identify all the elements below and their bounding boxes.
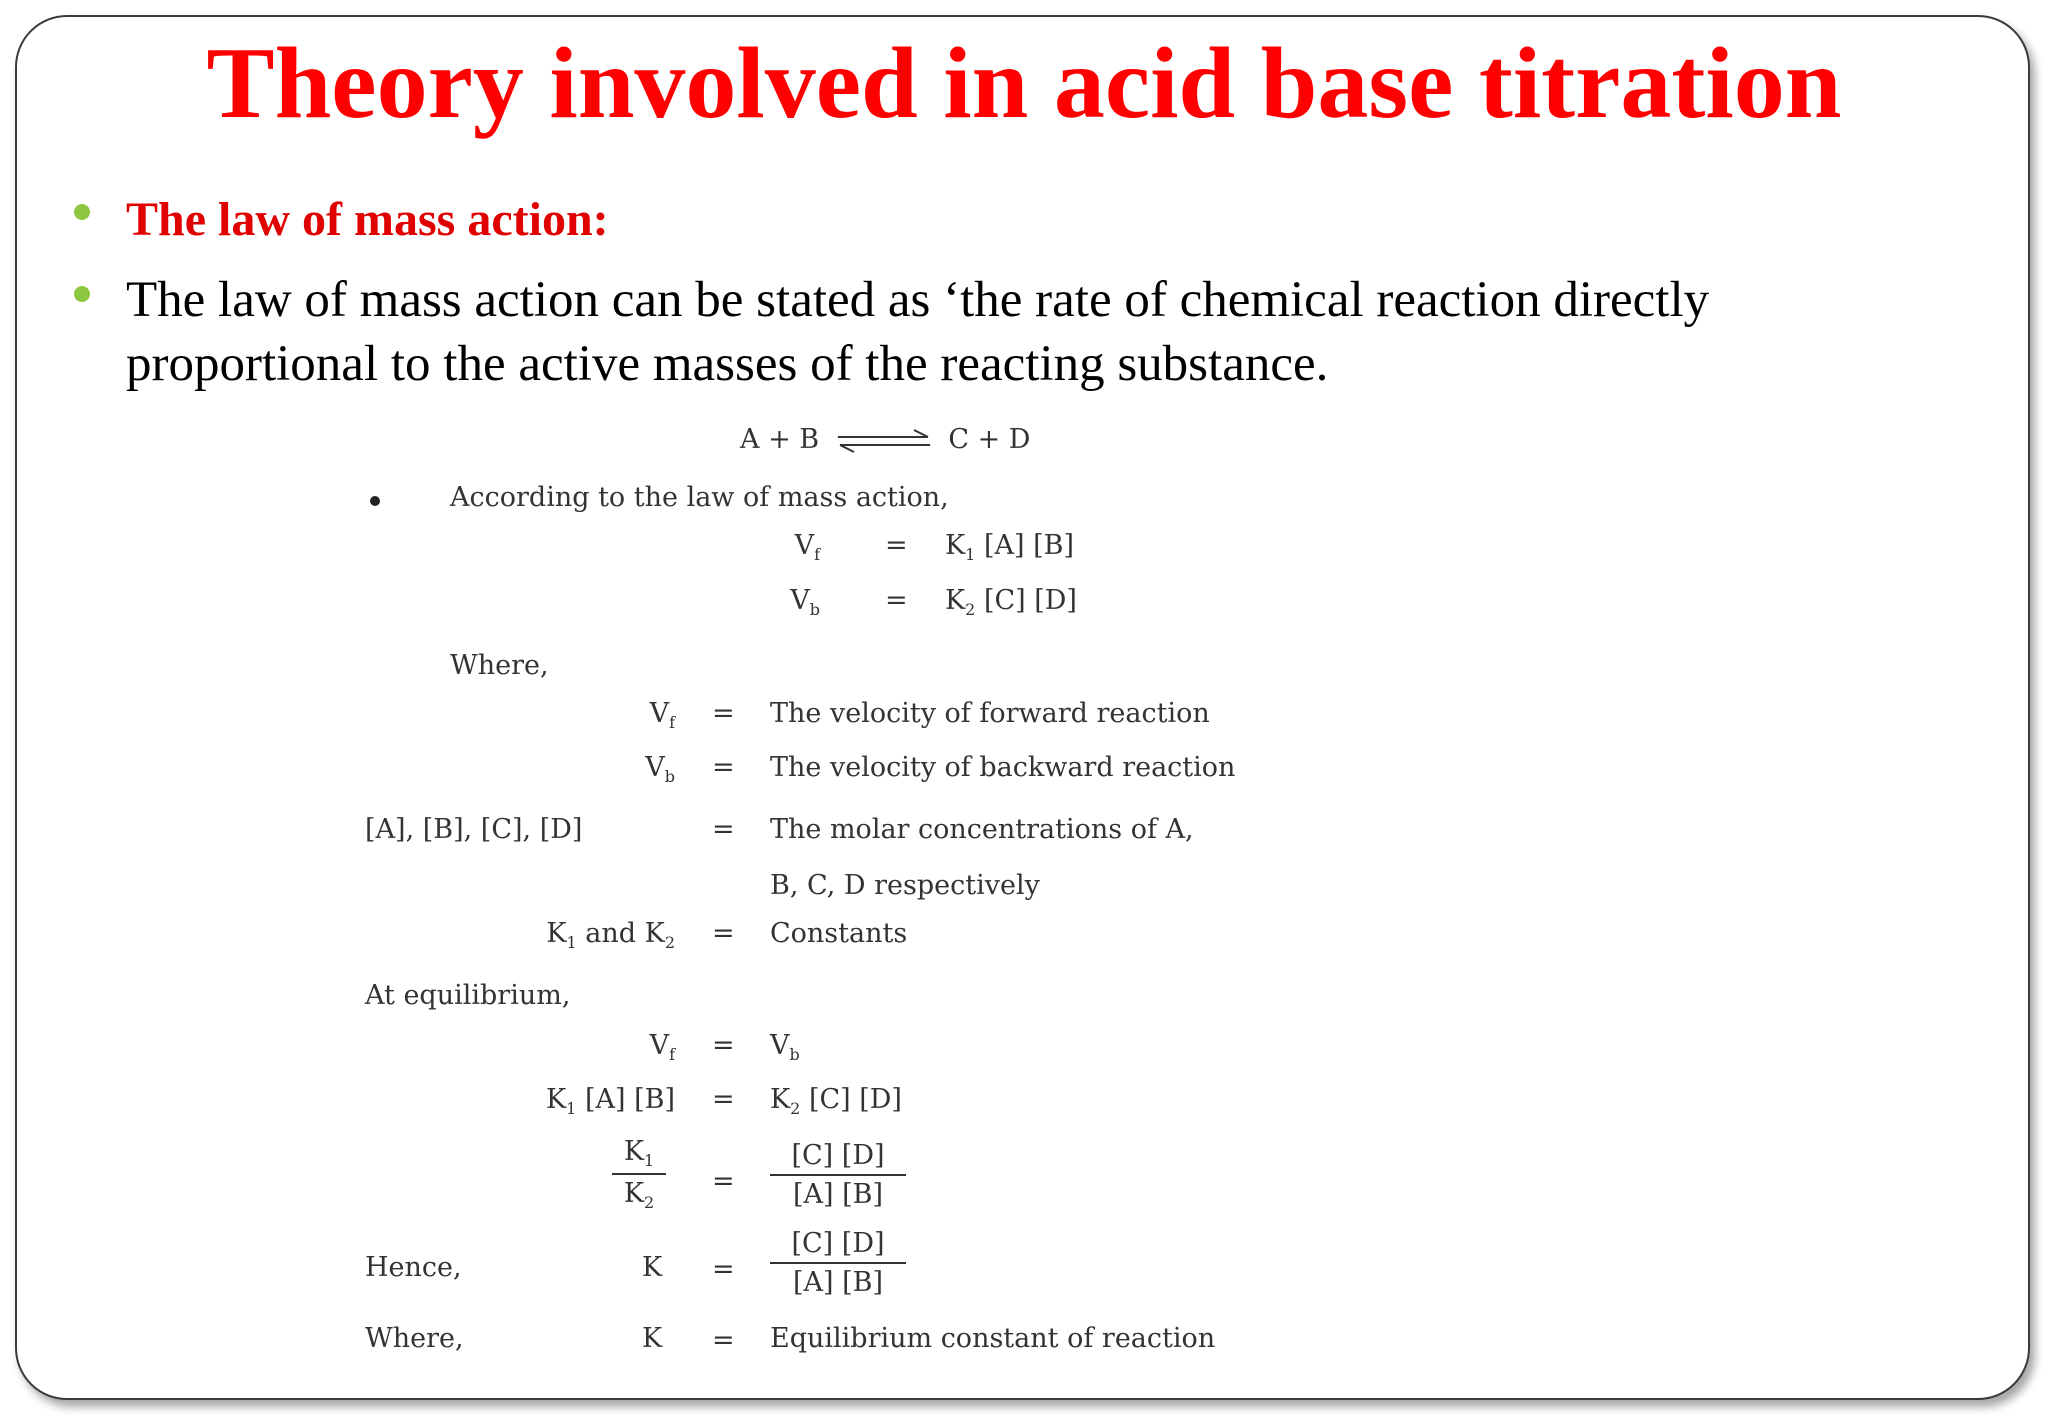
eq2-eq: = [712, 1084, 735, 1115]
eq3-lhs-numerator: $K_1$ [623, 1136, 655, 1170]
rate-forward-eq: = [885, 530, 908, 561]
eq3-eq: = [712, 1166, 735, 1197]
eq1-eq: = [712, 1030, 735, 1061]
def-vf-eq: = [712, 698, 735, 729]
at-equilibrium-label: At equilibrium, [365, 980, 571, 1011]
def-conc-eq: = [712, 814, 735, 845]
rate-backward-eq: = [885, 585, 908, 616]
rate-forward-rhs: $K_1$ [A] [B] [945, 530, 1074, 564]
law-text-line1: The law of mass action can be stated as ‘the rate of chemical reaction directly [126, 272, 1710, 328]
def-constants-lhs: $K_1$ and $K_2$ [546, 918, 675, 952]
def-vf-rhs: The velocity of forward reaction [770, 698, 1210, 729]
where2-eq: = [712, 1325, 735, 1356]
eq3-rhs-denominator: [A] [B] [792, 1179, 884, 1210]
eq2-lhs: $K_1$ [A] [B] [546, 1084, 675, 1118]
def-conc-rhs-cont: B, C, D respectively [770, 870, 1040, 901]
eq2-rhs: $K_2$ [C] [D] [770, 1084, 902, 1118]
reaction-right: C + D [948, 424, 1031, 455]
def-conc-rhs: The molar concentrations of A, [770, 814, 1194, 845]
reaction-left: A + B [740, 424, 820, 455]
rate-backward-rhs: $K_2$ [C] [D] [945, 585, 1077, 619]
eq1-lhs: $V_f$ [649, 1030, 675, 1064]
reaction-equation [740, 424, 1030, 455]
equilibrium-arrow-icon [834, 427, 934, 455]
eq3-rhs-fraction [770, 1140, 906, 1210]
def-vb-lhs: $V_b$ [645, 752, 675, 786]
rate-forward-lhs: $V_f$ [794, 530, 820, 564]
eq1-rhs: $V_b$ [770, 1030, 800, 1064]
eq3-lhs-fraction [612, 1136, 666, 1212]
where-label-2: Where, [365, 1323, 464, 1354]
law-heading: The law of mass action: [126, 193, 609, 246]
def-vf-lhs: $V_f$ [649, 698, 675, 732]
rate-backward-lhs: $V_b$ [790, 585, 820, 619]
where2-rhs: Equilibrium constant of reaction [770, 1323, 1216, 1354]
hence-numerator: [C] [D] [791, 1228, 885, 1259]
bullet-dot-1 [74, 204, 90, 220]
hence-eq: = [712, 1254, 735, 1285]
eq3-lhs-denominator: $K_2$ [623, 1178, 655, 1212]
def-constants-eq: = [712, 918, 735, 949]
according-text: According to the law of mass action, [450, 482, 949, 513]
law-text-line2: proportional to the active masses of the reacting substance. [126, 336, 1329, 392]
hence-k: K [642, 1252, 663, 1283]
hence-fraction [770, 1228, 906, 1298]
where2-k: K [642, 1323, 663, 1354]
inner-bullet-icon [370, 496, 380, 506]
def-vb-eq: = [712, 752, 735, 783]
hence-label: Hence, [365, 1252, 462, 1283]
def-constants-rhs: Constants [770, 918, 908, 949]
where-label-1: Where, [450, 650, 549, 681]
def-conc-lhs: [A], [B], [C], [D] [365, 814, 583, 845]
def-vb-rhs: The velocity of backward reaction [770, 752, 1236, 783]
slide-title: Theory involved in acid base titration [206, 27, 1842, 140]
eq3-rhs-numerator: [C] [D] [791, 1140, 885, 1171]
hence-denominator: [A] [B] [792, 1267, 884, 1298]
bullet-dot-2 [74, 286, 90, 302]
